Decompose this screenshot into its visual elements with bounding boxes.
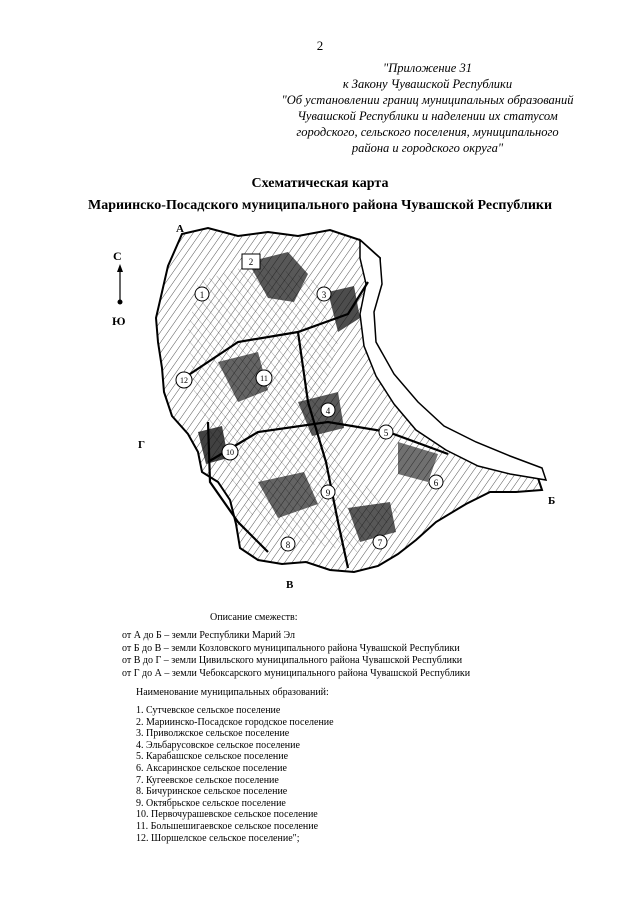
adjacency-heading: Описание смежеств:	[210, 612, 298, 623]
settlement-marker-1	[195, 287, 209, 301]
marker-label: 1	[199, 290, 205, 300]
marker-label: 10	[226, 448, 234, 457]
municipality-item: 8. Бичуринское сельское поселение	[136, 786, 288, 798]
municipality-item: 3. Приволжское сельское поселение	[136, 728, 290, 740]
municipality-item: 6. Аксаринское сельское поселение	[136, 762, 287, 774]
adjacency-item: от А до Б – земли Республики Марий Эл	[122, 630, 296, 641]
appendix-header	[250, 60, 605, 156]
marker-label: 4	[325, 406, 331, 416]
map-subtitle: Мариинско-Посадского муниципального района Чувашской Республики	[87, 198, 553, 213]
municipality-item: 11. Большешигаевское сельское поселение	[136, 820, 319, 832]
marker-label: 6	[433, 478, 439, 488]
appendix-line: Чувашской Республики и наделении их статусом	[297, 109, 558, 123]
settlement-marker-9	[321, 485, 335, 499]
municipality-item: 4. Эльбарусовское сельское поселение	[136, 739, 300, 751]
appendix-line: городского, сельского поселения, муниципального	[296, 125, 559, 139]
point-v-label: В	[286, 579, 294, 591]
compass-south-label: Ю	[112, 314, 126, 328]
marker-label: 2	[248, 257, 254, 267]
settlement-marker-5	[379, 425, 393, 439]
municipalities-list	[136, 705, 334, 844]
appendix-line: района и городского округа"	[351, 141, 504, 155]
settlement-marker-7	[373, 535, 387, 549]
municipalities-heading: Наименование муниципальных образований:	[136, 687, 329, 698]
compass-north-label: С	[113, 249, 122, 263]
marker-label: 3	[321, 290, 327, 300]
adjacency-item: от Г до А – земли Чебоксарского муниципального района Чувашской Республики	[122, 667, 471, 679]
municipality-item: 9. Октябрьское сельское поселение	[136, 797, 286, 809]
settlement-marker-2	[242, 254, 260, 269]
compass	[117, 264, 123, 305]
settlement-marker-12	[176, 372, 192, 388]
municipality-item: 10. Первочурашевское сельское поселение	[136, 809, 318, 821]
point-g-label: Г	[138, 439, 145, 451]
municipality-item: 5. Карабашское сельское поселение	[136, 751, 289, 763]
appendix-line: "Приложение 31	[383, 61, 472, 75]
marker-label: 12	[180, 376, 188, 385]
point-b-label: Б	[548, 495, 556, 507]
marker-label: 5	[383, 428, 389, 438]
marker-label: 11	[260, 374, 268, 383]
page-number: 2	[316, 38, 324, 53]
appendix-line: "Об установлении границ муниципальных образований	[281, 93, 574, 107]
settlement-marker-3	[317, 287, 331, 301]
point-a-label: А	[176, 223, 184, 235]
marker-label: 9	[325, 488, 331, 498]
settlement-marker-4	[321, 403, 335, 417]
adjacency-item: от Б до В – земли Козловского муниципального района Чувашской Республики	[122, 642, 460, 654]
municipality-item: 1. Сутчевское сельское поселение	[136, 705, 281, 716]
settlement-marker-10	[222, 444, 238, 460]
municipality-item: 2. Мариинско-Посадское городское поселение	[136, 716, 334, 728]
adjacency-list	[122, 630, 470, 680]
municipality-item: 7. Кугеевское сельское поселение	[136, 774, 279, 786]
appendix-line: к Закону Чувашской Республики	[342, 77, 513, 91]
schematic-map	[98, 222, 568, 597]
marker-label: 8	[285, 540, 291, 550]
municipality-item: 12. Шоршелское сельское поселение";	[136, 832, 300, 844]
settlement-marker-6	[429, 475, 443, 489]
map-title: Схематическая карта	[251, 176, 389, 191]
settlement-marker-11	[256, 370, 272, 386]
adjacency-item: от В до Г – земли Цивильского муниципального района Чувашской Республики	[122, 655, 463, 666]
settlement-marker-8	[281, 537, 295, 551]
marker-label: 7	[377, 538, 383, 548]
